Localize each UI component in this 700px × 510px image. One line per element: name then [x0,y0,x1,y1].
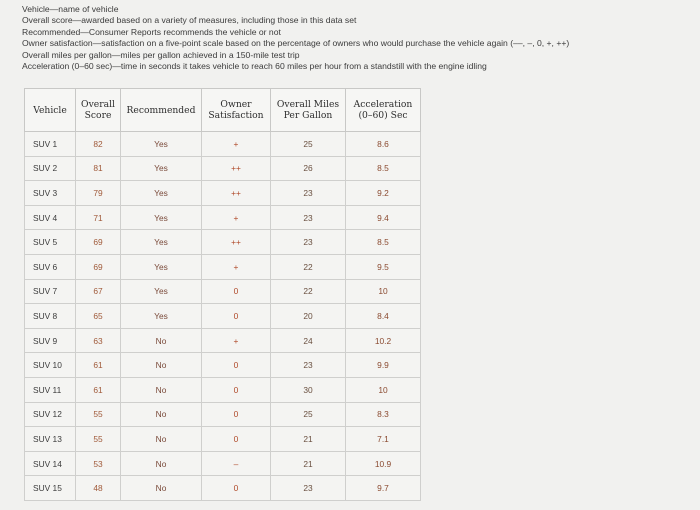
cell-mpg: 20 [271,304,346,329]
cell-vehicle: SUV 14 [25,451,76,476]
cell-recommended: Yes [121,181,202,206]
cell-acceleration: 8.5 [346,230,421,255]
cell-recommended: Yes [121,304,202,329]
cell-recommended: Yes [121,230,202,255]
definition-line: Acceleration (0–60 sec)—time in seconds it takes vehicle to reach 60 miles per hour from a standstill with the engine idling [22,61,487,72]
cell-vehicle: SUV 2 [25,156,76,181]
cell-acceleration: 8.3 [346,402,421,427]
cell-recommended: No [121,328,202,353]
cell-recommended: Yes [121,279,202,304]
cell-recommended: Yes [121,254,202,279]
cell-overall-score: 69 [76,230,121,255]
cell-recommended: Yes [121,156,202,181]
cell-mpg: 23 [271,205,346,230]
cell-vehicle: SUV 8 [25,304,76,329]
cell-mpg: 30 [271,377,346,402]
cell-acceleration: 9.2 [346,181,421,206]
header-text-line: Recommended [126,104,196,116]
cell-acceleration: 10.9 [346,451,421,476]
cell-mpg: 23 [271,181,346,206]
cell-mpg: 22 [271,254,346,279]
header-text-line: Acceleration [353,99,413,110]
cell-vehicle: SUV 7 [25,279,76,304]
table-row [25,328,421,353]
cell-owner-satisfaction: ++ [202,156,271,181]
cell-owner-satisfaction: 0 [202,402,271,427]
cell-mpg: 23 [271,476,346,501]
cell-vehicle: SUV 6 [25,254,76,279]
cell-overall-score: 81 [76,156,121,181]
cell-mpg: 22 [271,279,346,304]
cell-recommended: No [121,377,202,402]
definitions-block [22,4,692,72]
cell-vehicle: SUV 9 [25,328,76,353]
cell-recommended: Yes [121,205,202,230]
cell-owner-satisfaction: 0 [202,279,271,304]
header-overall-mpg [271,89,346,132]
header-owner-satisfaction [202,89,271,132]
cell-vehicle: SUV 4 [25,205,76,230]
cell-owner-satisfaction: + [202,254,271,279]
cell-owner-satisfaction: 0 [202,377,271,402]
cell-acceleration: 7.1 [346,427,421,452]
cell-owner-satisfaction: 0 [202,304,271,329]
table-row [25,476,421,501]
cell-mpg: 24 [271,328,346,353]
cell-overall-score: 67 [76,279,121,304]
table-row [25,156,421,181]
cell-acceleration: 10 [346,377,421,402]
cell-vehicle: SUV 13 [25,427,76,452]
suv-data-table-container [24,88,421,501]
cell-owner-satisfaction: ++ [202,230,271,255]
cell-vehicle: SUV 5 [25,230,76,255]
cell-owner-satisfaction: + [202,205,271,230]
header-text-line: Overall Miles [276,99,340,110]
header-overall-score [76,89,121,132]
table-row [25,230,421,255]
cell-overall-score: 69 [76,254,121,279]
cell-owner-satisfaction: 0 [202,476,271,501]
cell-acceleration: 10.2 [346,328,421,353]
cell-overall-score: 65 [76,304,121,329]
header-text-line: (0–60) Sec [358,110,408,121]
cell-overall-score: 55 [76,402,121,427]
table-row [25,132,421,157]
cell-recommended: Yes [121,132,202,157]
cell-owner-satisfaction: 0 [202,353,271,378]
table-row [25,377,421,402]
header-text-line: Score [84,110,112,121]
table-row [25,254,421,279]
cell-recommended: No [121,451,202,476]
cell-vehicle: SUV 15 [25,476,76,501]
cell-overall-score: 61 [76,353,121,378]
cell-mpg: 23 [271,230,346,255]
cell-overall-score: 53 [76,451,121,476]
definition-line: Overall score—awarded based on a variety of measures, including those in this data set [22,15,357,26]
header-text-line: Owner [220,99,252,110]
cell-recommended: No [121,402,202,427]
cell-mpg: 26 [271,156,346,181]
cell-acceleration: 9.5 [346,254,421,279]
cell-mpg: 25 [271,402,346,427]
cell-acceleration: 9.4 [346,205,421,230]
cell-acceleration: 9.9 [346,353,421,378]
cell-overall-score: 61 [76,377,121,402]
cell-recommended: No [121,476,202,501]
cell-recommended: No [121,427,202,452]
cell-owner-satisfaction: + [202,132,271,157]
cell-owner-satisfaction: 0 [202,427,271,452]
table-row [25,427,421,452]
cell-vehicle: SUV 1 [25,132,76,157]
cell-vehicle: SUV 12 [25,402,76,427]
header-vehicle [25,89,76,132]
definition-line: Overall miles per gallon—miles per gallon achieved in a 150-mile test trip [22,49,300,60]
cell-overall-score: 79 [76,181,121,206]
header-text-line: Satisfaction [208,110,264,121]
cell-mpg: 21 [271,451,346,476]
cell-acceleration: 8.6 [346,132,421,157]
header-acceleration [346,89,421,132]
cell-owner-satisfaction: ++ [202,181,271,206]
table-row [25,279,421,304]
header-text-line: Per Gallon [283,110,333,121]
cell-owner-satisfaction: – [202,451,271,476]
table-row [25,451,421,476]
table-row [25,304,421,329]
cell-acceleration: 9.7 [346,476,421,501]
cell-acceleration: 8.4 [346,304,421,329]
table-row [25,402,421,427]
header-text-line: Vehicle [33,104,67,116]
cell-vehicle: SUV 11 [25,377,76,402]
cell-mpg: 23 [271,353,346,378]
cell-overall-score: 63 [76,328,121,353]
suv-data-table [24,88,421,501]
table-body [25,132,421,501]
header-recommended [121,89,202,132]
definition-line: Vehicle—name of vehicle [22,4,119,14]
cell-acceleration: 8.5 [346,156,421,181]
cell-overall-score: 82 [76,132,121,157]
cell-mpg: 21 [271,427,346,452]
cell-overall-score: 71 [76,205,121,230]
definition-line: Recommended—Consumer Reports recommends the vehicle or not [22,26,281,37]
definition-line: Owner satisfaction—satisfaction on a five-point scale based on the percentage of owners who would purchase the vehicle again (––, –, 0, +, ++) [22,38,570,49]
cell-recommended: No [121,353,202,378]
cell-overall-score: 55 [76,427,121,452]
cell-acceleration: 10 [346,279,421,304]
table-header-row [25,89,421,132]
table-row [25,353,421,378]
cell-mpg: 25 [271,132,346,157]
cell-vehicle: SUV 3 [25,181,76,206]
cell-vehicle: SUV 10 [25,353,76,378]
table-row [25,205,421,230]
cell-overall-score: 48 [76,476,121,501]
header-text-line: Overall [81,99,115,110]
table-row [25,181,421,206]
cell-owner-satisfaction: + [202,328,271,353]
